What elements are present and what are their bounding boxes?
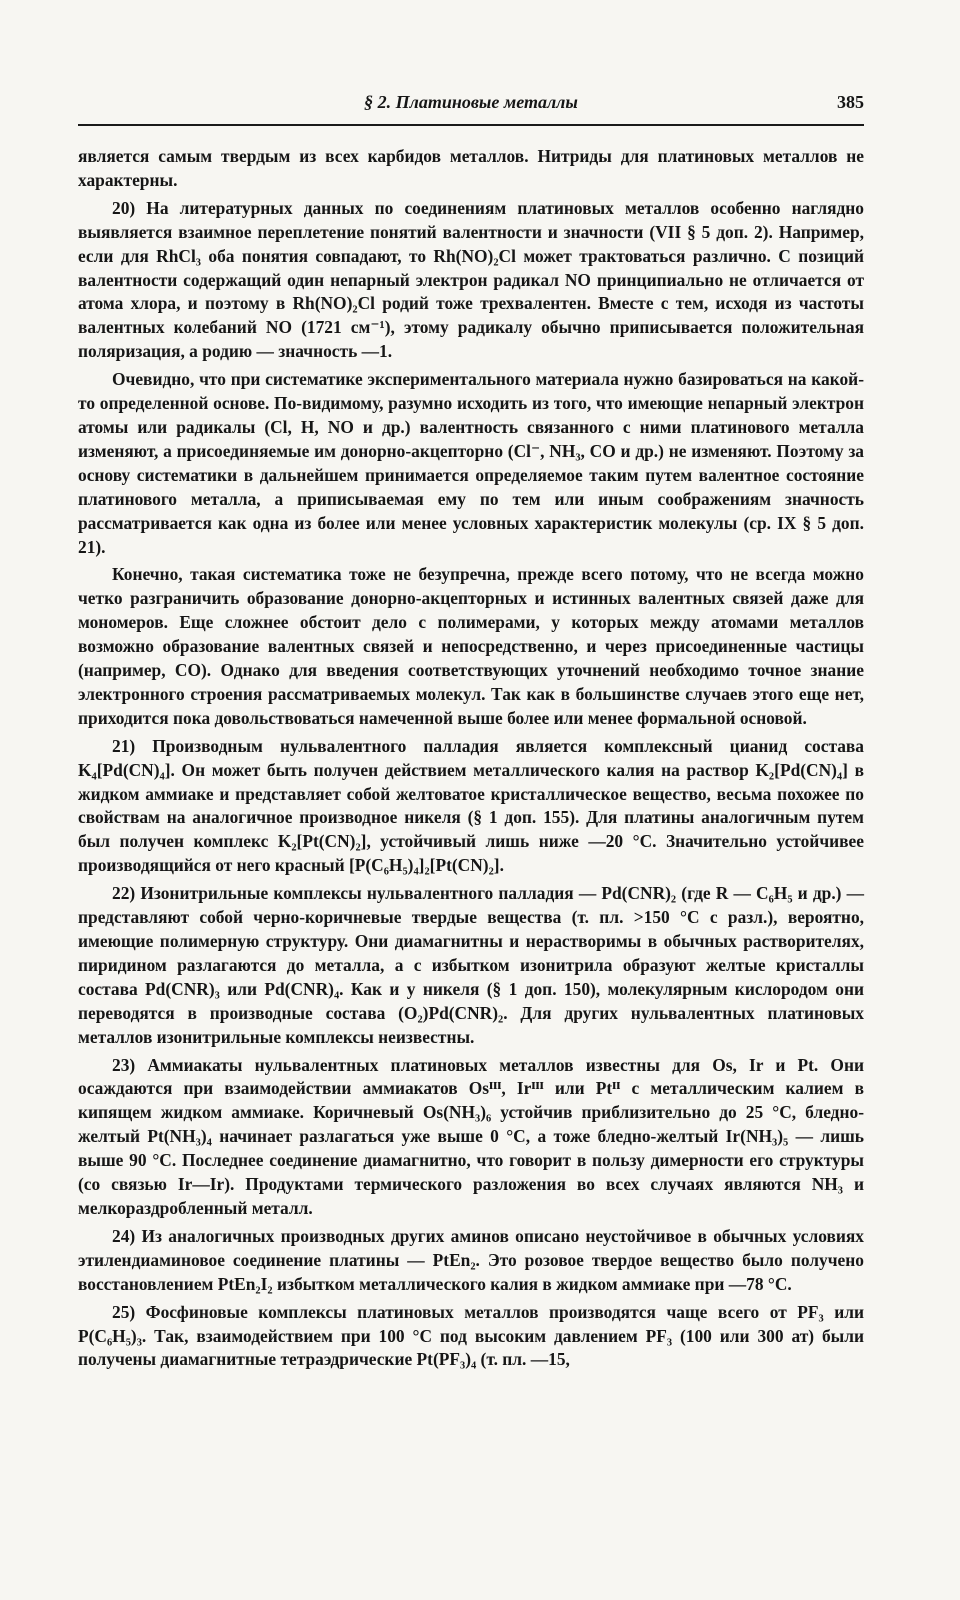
paragraph-9: 25) Фосфиновые комплексы платиновых металлов производятся чаще всего от PF₃ или P(C₆H₅)₃. Так, взаимодействием при 100 °С под высоким давлением PF₃ (100 или 300 ат) были получены диамагнитные тетраэдрические Pt(PF₃)₄ (т. пл. —15, — [78, 1301, 864, 1370]
paragraph-8: 24) Из аналогичных производных других аминов описано неустойчивое в обычных условиях этилендиаминовое соединение платины — PtEn₂. Это розовое твердое вещество было получено восстановлением PtEn₂I₂ избытком металлического калия в жидком аммиаке при —78 °С. — [78, 1225, 864, 1294]
paragraph-7: 23) Аммиакаты нульвалентных платиновых металлов известны для Os, Ir и Pt. Они осаждаются при взаимодействии аммиакатов Osᴵᴵᴵ, Irᴵᴵᴵ или Ptᴵᴵ с металлическим калием в кипящем жидком аммиаке. Коричневый Os(NH₃)₆ устойчив приблизительно до 25 °С, бледно-желтый Pt(NH₃)₄ начинает разлагаться уже выше 0 °С, а тоже бледно-желтый Ir(NH₃)₅ — лишь выше 90 °С. Последнее соединение диамагнитно, что говорит в пользу димерности его структуры (со связью Ir—Ir). Продуктами термического разложения во всех случаях являются NH₃ и мелкораздробленный металл. — [78, 1054, 864, 1218]
paragraph-4: Конечно, такая систематика тоже не безупречна, прежде всего потому, что не всегда можно четко разграничить образование донорно-акцепторных и истинных валентных связей даже для мономеров. Еще сложнее обстоит дело с полимерами, у которых между атомами металлов возможно образование валентных связей и непосредственно, и через присоединенные частицы (например, CO). Однако для введения соответствующих уточнений необходимо точное знание электронного строения рассматриваемых молекул. Так как в большинстве случаев этого еще нет, приходится пока довольствоваться намеченной выше более или менее формальной основой. — [78, 564, 864, 728]
paragraph-1: является самым твердым из всех карбидов металлов. Нитриды для платиновых металлов не характерны. — [78, 146, 864, 190]
paragraph-6: 22) Изонитрильные комплексы нульвалентного палладия — Pd(CNR)₂ (где R — C₆H₅ и др.) — представляют собой черно-коричневые твердые вещества (т. пл. >150 °С с разл.), вероятно, имеющие полимерную структуру. Они диамагнитны и нерастворимы в обычных растворителях, пиридином разлагаются до металла, а с избытком изонитрила образуют желтые кристаллы состава Pd(CNR)₃ или Pd(CNR)₄. Как и у никеля (§ 1 доп. 150), молекулярным кислородом они переводятся в производные состава (O₂)Pd(CNR)₂. Для других нульвалентных платиновых металлов изонитрильные комплексы неизвестны. — [78, 883, 864, 1047]
running-title: § 2. Платиновые металлы — [364, 92, 578, 112]
page-number: 385 — [837, 92, 864, 112]
paragraph-3: Очевидно, что при систематике экспериментального материала нужно базироваться на какой-то определенной основе. По-видимому, разумно исходить из того, что имеющие непарный электрон атомы или радикалы (Cl, H, NO и др.) валентность связанного с ними платинового металла изменяют, а присоединяемые им донорно-акцепторно (Cl⁻, NH₃, CO и др.) не изменяют. Поэтому за основу систематики в дальнейшем принимается определяемое таким путем валентное состояние платинового металла, а приписываемая ему по тем или иным соображениям значность рассматривается как одна из более или менее условных характеристик молекулы (ср. IX § 5 доп. 21). — [78, 369, 864, 557]
paragraph-5: 21) Производным нульвалентного палладия является комплексный цианид состава K₄[Pd(CN)₄]. Он может быть получен действием металлического калия на раствор K₂[Pd(CN)₄] в жидком аммиаке и представляет собой желтоватое кристаллическое вещество, весьма похожее по свойствам на аналогичное производное никеля (§ 1 доп. 155). Для платины аналогичным путем был получен комплекс K₂[Pt(CN)₂], устойчивый лишь ниже —20 °С. Значительно устойчивее производящийся от него красный [P(C₆H₅)₄]₂[Pt(CN)₂]. — [78, 735, 864, 876]
paragraph-2: 20) На литературных данных по соединениям платиновых металлов особенно наглядно выявляется взаимное переплетение понятий валентности и значности (VII § 5 доп. 2). Например, если для RhCl₃ оба понятия совпадают, то Rh(NO)₂Cl может трактоваться различно. С позиций валентности содержащий один непарный электрон радикал NO принципиально не отличается от атома хлора, и поэтому в Rh(NO)₂Cl родий тоже трехвалентен. Вместе с тем, исходя из частоты валентных колебаний NO (1721 см⁻¹), этому радикалу обычно приписывается положительная поляризация, а родию — значность —1. — [78, 197, 864, 362]
page-header — [78, 90, 864, 126]
body-text — [78, 145, 864, 1376]
